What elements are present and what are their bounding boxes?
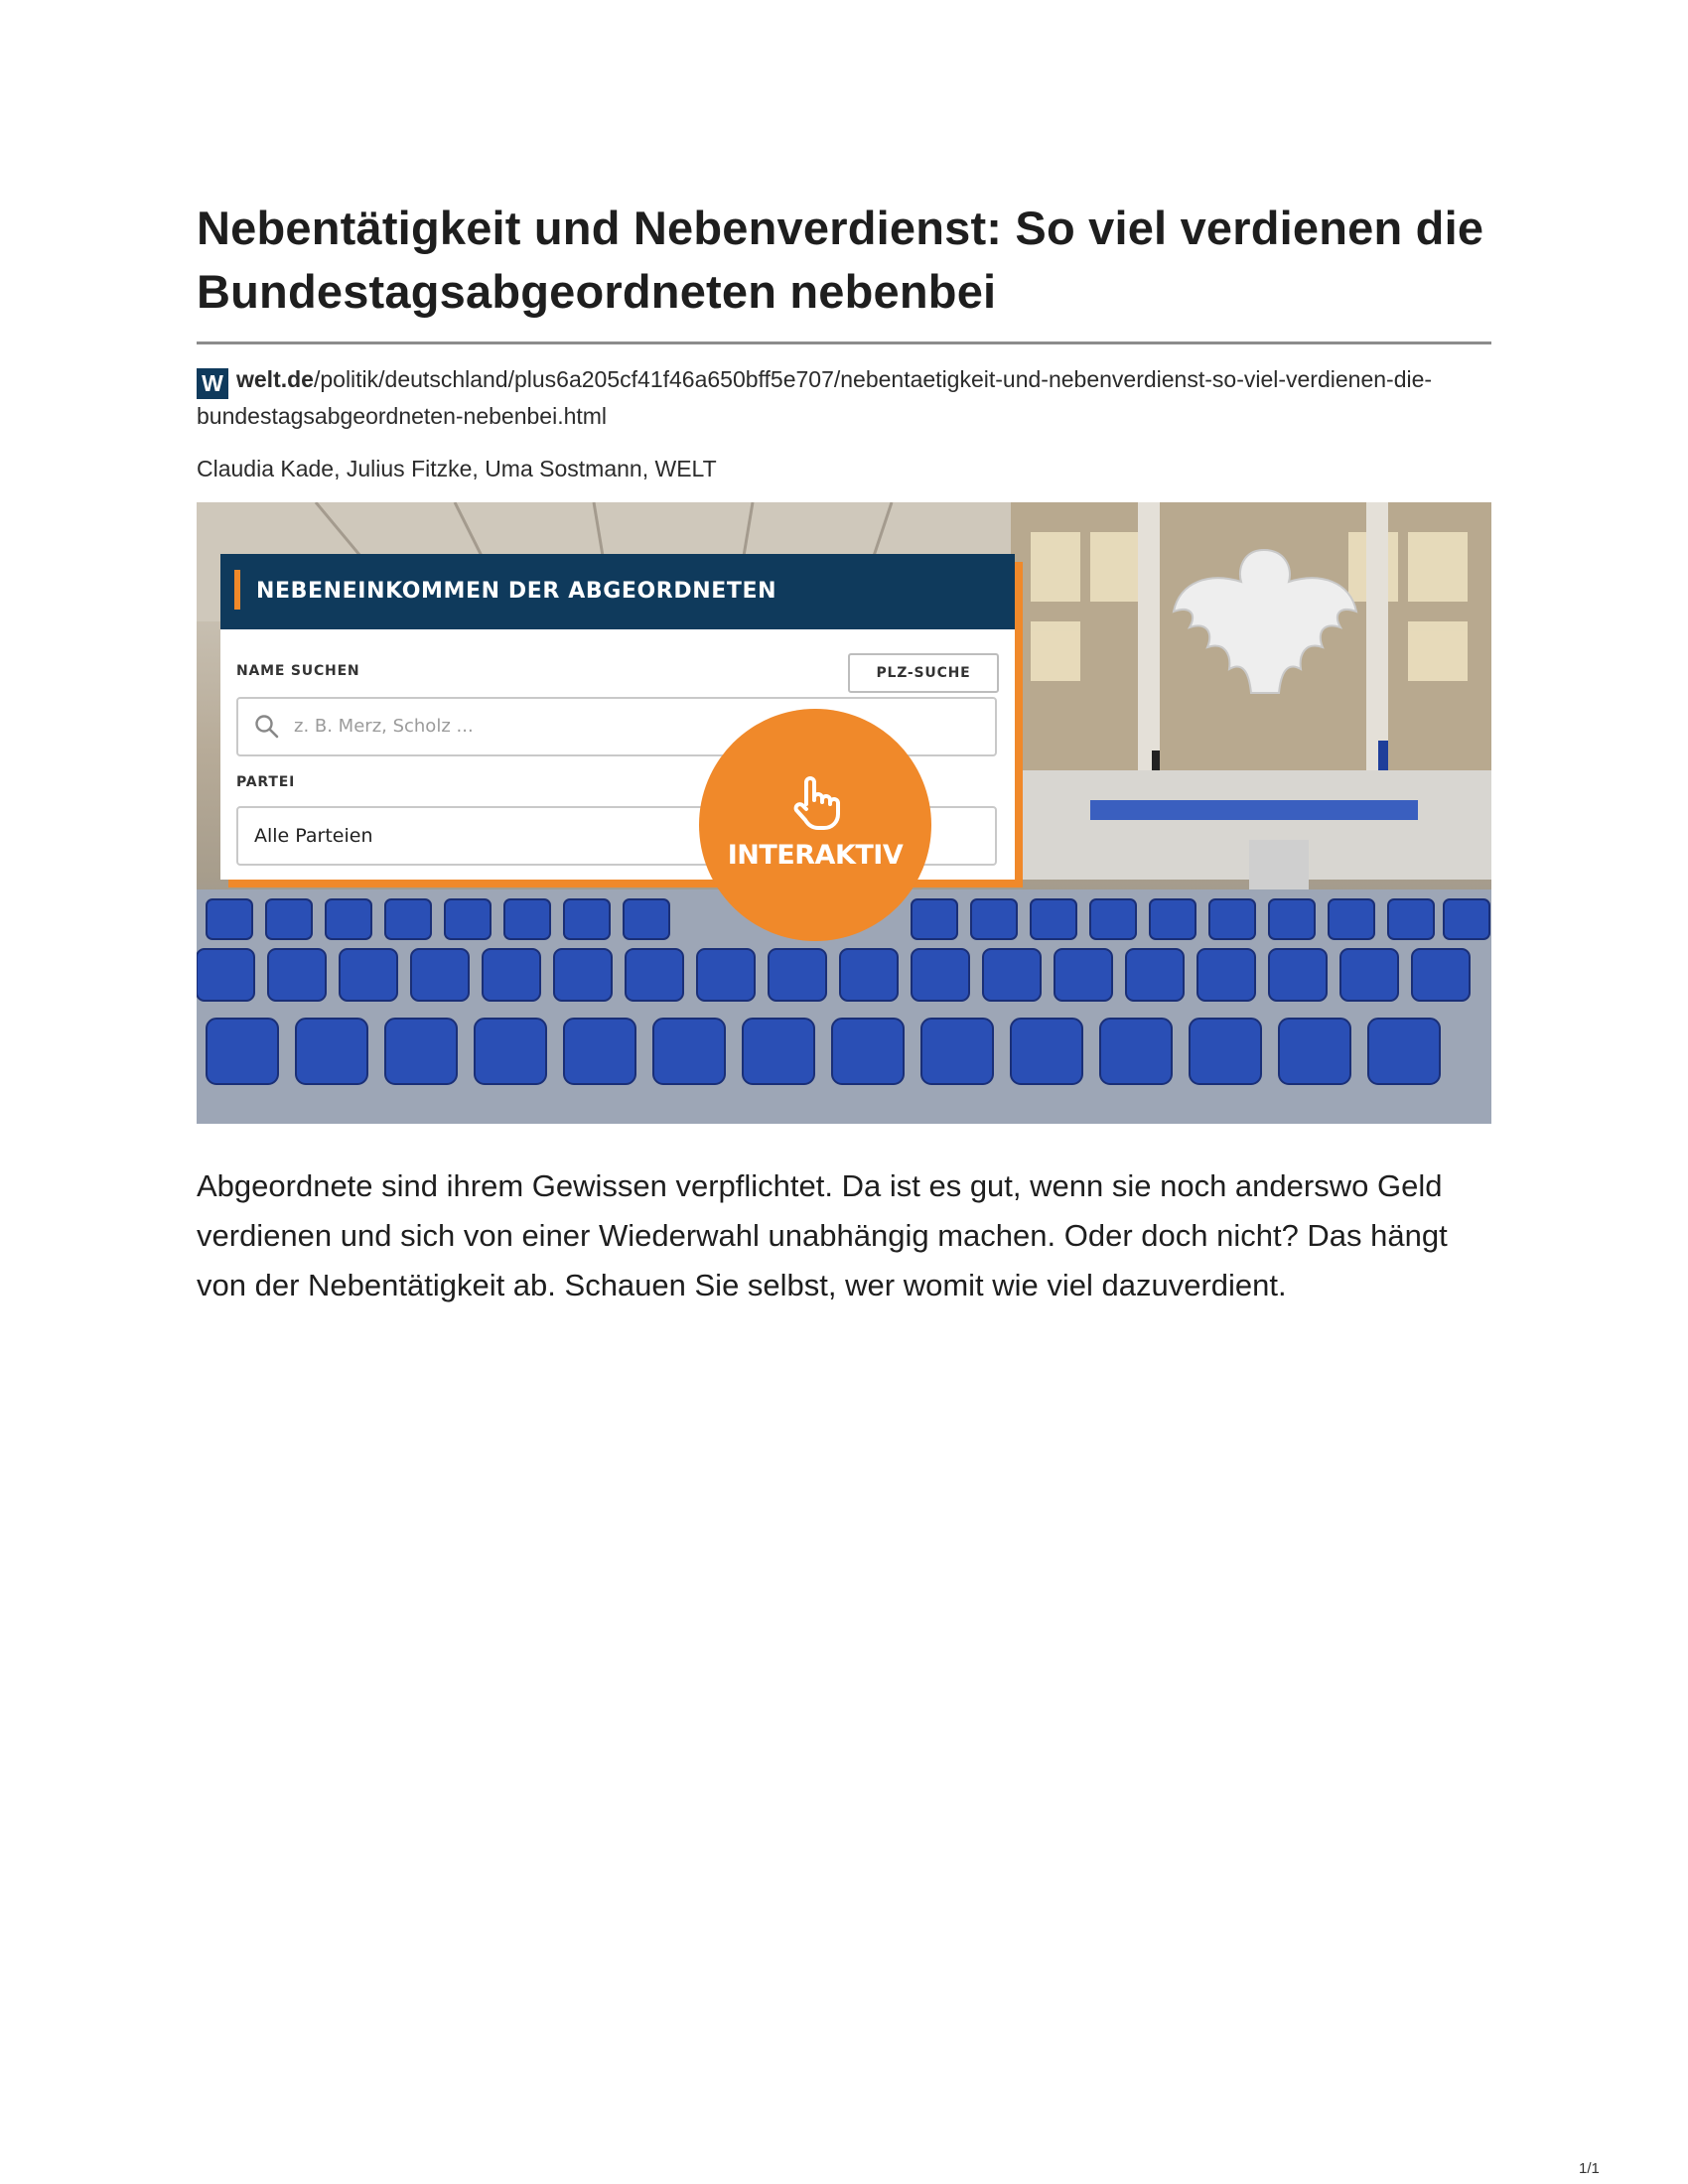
- article-lead: Abgeordnete sind ihrem Gewissen verpflichtet. Da ist es gut, wenn sie noch anderswo Geld verdienen und sich von einer Wiederwahl unabhängig machen. Oder doch nicht? Das hängt von der Nebentätigkeit ab. Schauen Sie selbst, wer womit wie viel dazuverdient.: [197, 1168, 1448, 1302]
- plz-search-button[interactable]: PLZ-SUCHE: [848, 653, 999, 693]
- interactive-badge[interactable]: [699, 709, 931, 941]
- pointing-hand-icon: [786, 774, 844, 832]
- widget-header: [220, 554, 1015, 629]
- article-page: [197, 197, 1491, 1310]
- source-path: /politik/deutschland/plus6a205cf41f46a650bff5e707/nebentaetigkeit-und-nebenverdienst-so-viel-verdienen-die-bundestagsabgeordneten-nebenbei.html: [197, 366, 1433, 429]
- article-title: Nebentätigkeit und Nebenverdienst: So viel verdienen die Bundestagsabgeordneten nebenbei: [197, 202, 1484, 318]
- name-search-label: NAME SUCHEN: [236, 663, 360, 679]
- badge-label: INTERAKTIV: [727, 840, 904, 871]
- hero-image[interactable]: [197, 502, 1491, 1124]
- source-link[interactable]: [197, 366, 1432, 429]
- page-number: 1/1: [1579, 2160, 1600, 2177]
- source-domain: welt.de: [236, 366, 314, 392]
- welt-logo-icon: W: [197, 368, 228, 399]
- source-line: [197, 362, 1491, 433]
- search-icon: [254, 714, 280, 740]
- search-placeholder: z. B. Merz, Scholz ...: [294, 716, 474, 737]
- authors-line: Claudia Kade, Julius Fitzke, Uma Sostmann, WELT: [197, 456, 717, 481]
- party-select-value: Alle Parteien: [254, 825, 373, 847]
- header-accent-bar: [234, 570, 240, 610]
- widget-title: NEBENEINKOMMEN DER ABGEORDNETEN: [256, 579, 777, 604]
- title-divider: [197, 341, 1491, 344]
- party-label: PARTEI: [236, 774, 296, 790]
